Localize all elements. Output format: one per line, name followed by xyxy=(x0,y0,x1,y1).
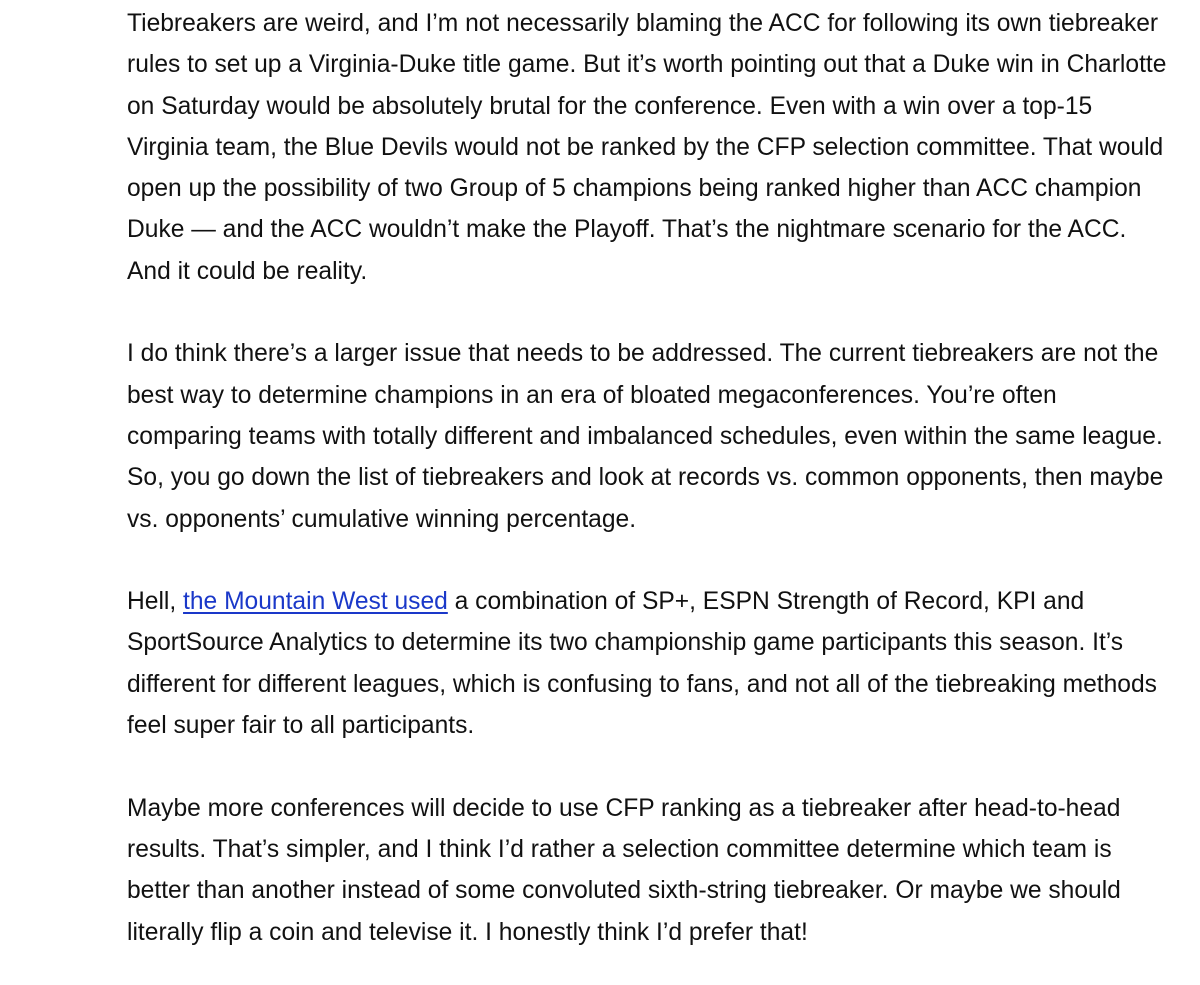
paragraph-cfp-ranking: Maybe more conferences will decide to use CFP ranking as a tiebreaker after head-to-head results. That’s simpler, and I think I’d rather a selection committee determine which team is better than another instead of some convoluted sixth-string tiebreaker. Or maybe we should literally flip a coin and televise it. I honestly think I’d prefer that! xyxy=(127,794,1121,946)
paragraph-larger-issue: I do think there’s a larger issue that needs to be addressed. The current tiebreakers are not the best way to determine champions in an era of bloated megaconferences. You’re often comparing teams with totally different and imbalanced schedules, even within the same league. So, you go down the list of tiebreakers and look at records vs. common opponents, then maybe vs. opponents’ cumulative winning percentage. xyxy=(127,340,1164,533)
paragraph-mountain-west-lead: Hell, xyxy=(127,588,184,616)
paragraph-mountain-west-rest: a combination of SP+, ESPN Strength of Record, KPI and SportSource Analytics to determine its two championship game participants this season. It’s different for different leagues, which is confusing to fans, and not all of the tiebreaking methods feel super fair to all participants. xyxy=(127,588,1157,740)
paragraph-mountain-west xyxy=(127,581,1167,746)
mountain-west-link[interactable]: the Mountain West used xyxy=(183,588,448,616)
article-body xyxy=(127,3,1167,953)
paragraph-acc-tiebreaker: Tiebreakers are weird, and I’m not necessarily blaming the ACC for following its own tiebreaker rules to set up a Virginia-Duke title game. But it’s worth pointing out that a Duke win in Charlotte on Saturday would be absolutely brutal for the conference. Even with a win over a top-15 Virginia team, the Blue Devils would not be ranked by the CFP selection committee. That would open up the possibility of two Group of 5 champions being ranked higher than ACC champion Duke — and the ACC wouldn’t make the Playoff. That’s the nightmare scenario for the ACC. And it could be reality. xyxy=(127,10,1167,285)
